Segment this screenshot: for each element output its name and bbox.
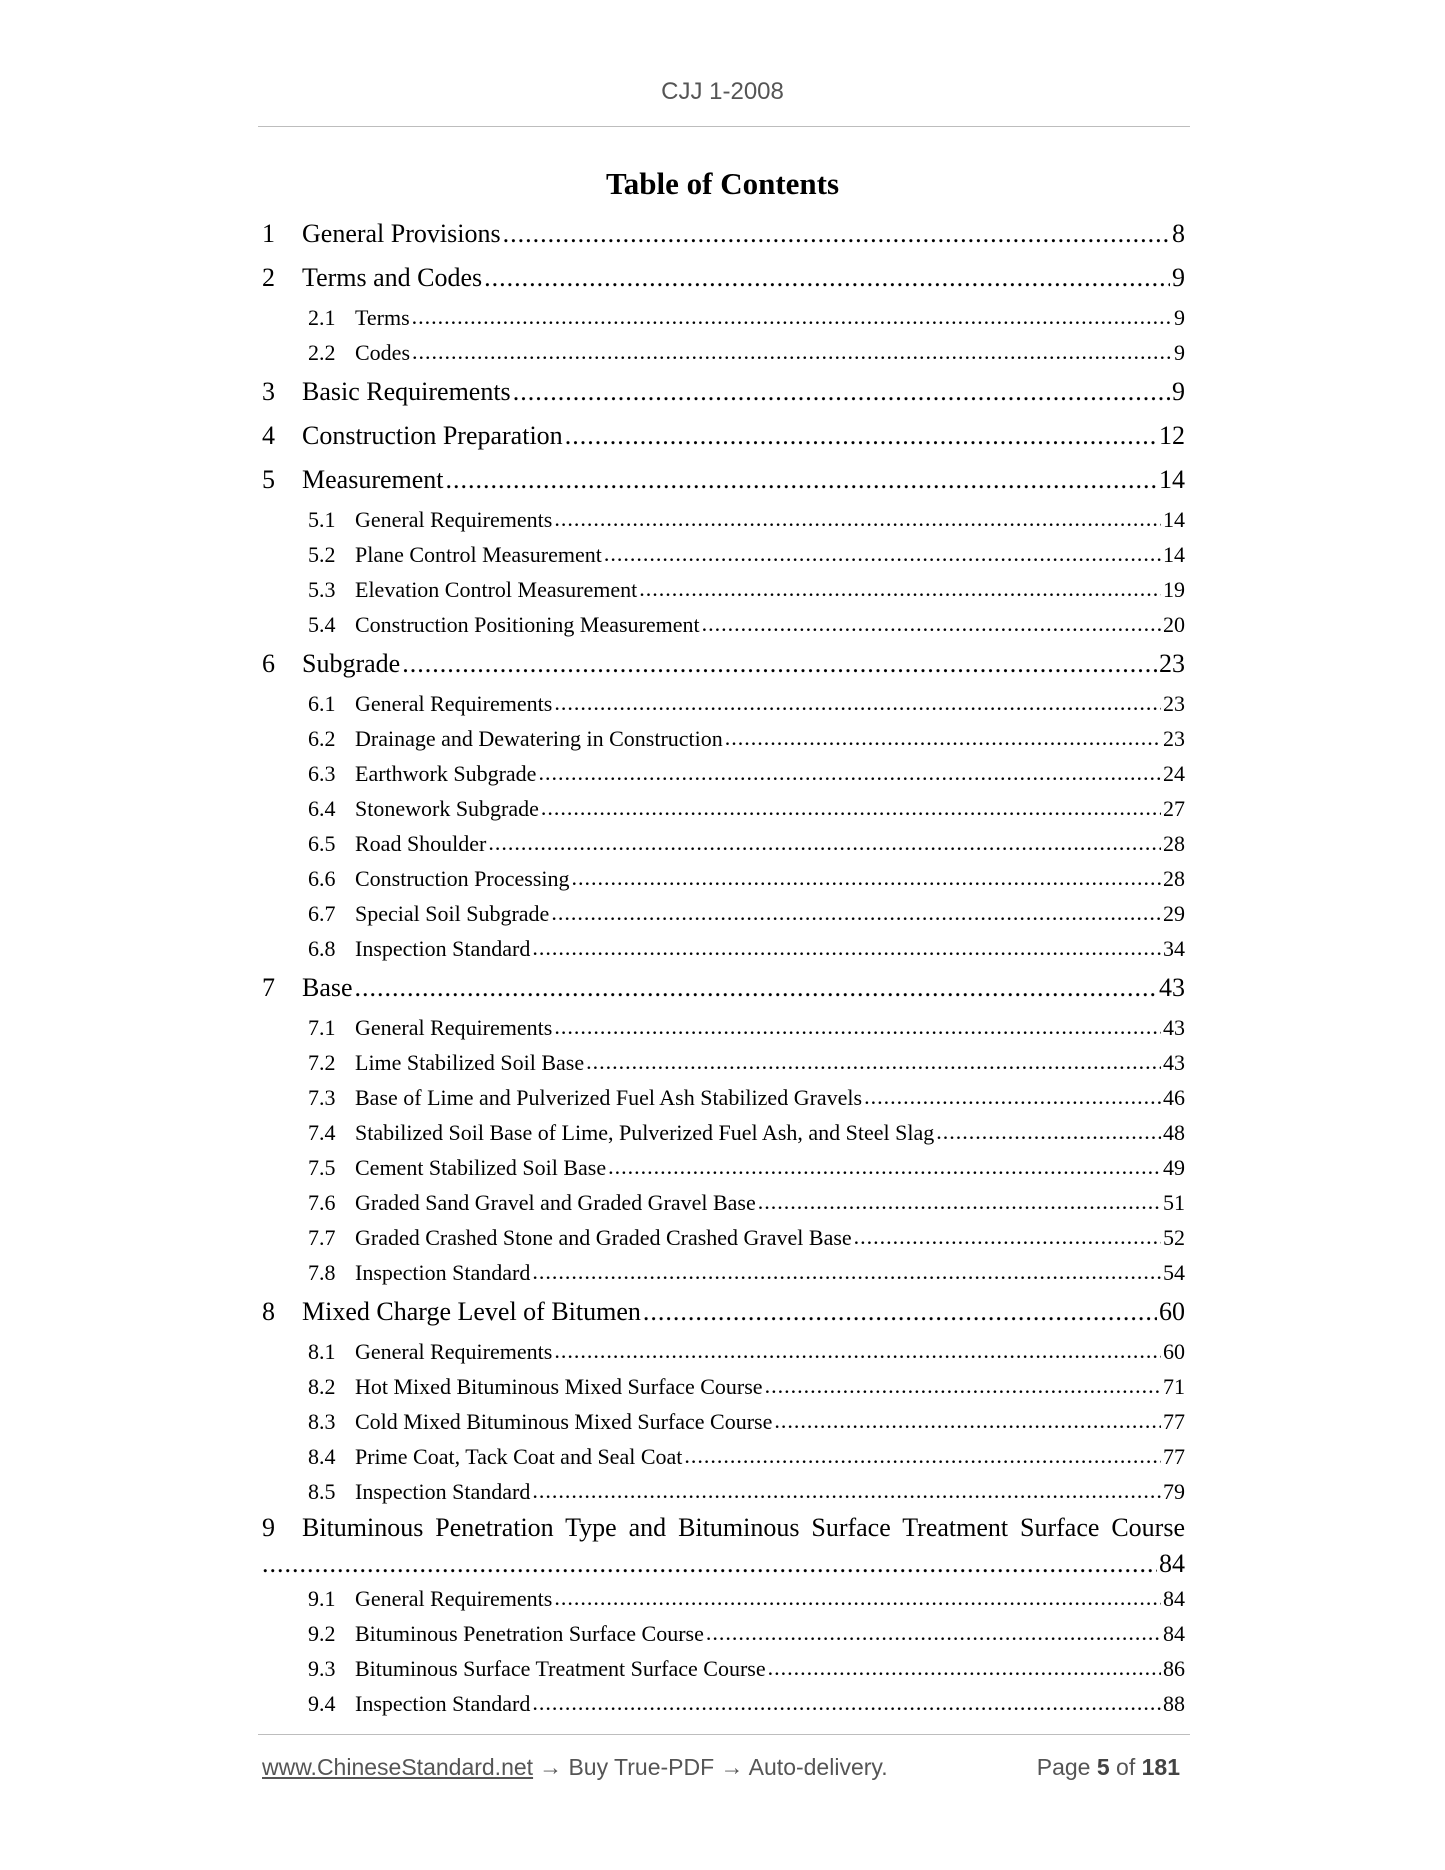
toc-entry-number: 6.3 xyxy=(308,760,336,786)
toc-entry-page: 12 xyxy=(1159,421,1185,450)
toc-entry[interactable] xyxy=(262,212,1185,256)
toc-dot-leader xyxy=(446,466,1157,495)
toc-entry-page: 43 xyxy=(1163,1049,1185,1075)
toc-subentry[interactable] xyxy=(262,1185,1185,1220)
toc-entry[interactable] xyxy=(262,966,1185,1010)
toc-subentry[interactable] xyxy=(262,1686,1185,1721)
toc-entry-number: 7.1 xyxy=(308,1014,336,1040)
toc-dot-leader xyxy=(262,1550,1157,1579)
page-of-label: of xyxy=(1116,1754,1136,1780)
toc-entry-number: 5 xyxy=(262,465,275,494)
toc-dot-leader xyxy=(572,866,1162,890)
toc-dot-leader xyxy=(484,264,1170,293)
toc-dot-leader xyxy=(586,1050,1161,1074)
toc-dot-leader xyxy=(758,1190,1161,1214)
toc-subentry[interactable] xyxy=(262,1010,1185,1045)
toc-entry-title: Cold Mixed Bituminous Mixed Surface Course xyxy=(355,1408,773,1434)
buy-pdf-link[interactable]: → Buy True-PDF → Auto-delivery. xyxy=(539,1754,888,1780)
toc-dot-leader xyxy=(554,691,1161,715)
toc-dot-leader xyxy=(702,612,1161,636)
toc-entry-page: 9 xyxy=(1172,263,1185,292)
toc-entry-page: 14 xyxy=(1159,465,1185,494)
toc-dot-leader xyxy=(412,340,1172,364)
toc-subentry[interactable] xyxy=(262,1369,1185,1404)
toc-dot-leader xyxy=(503,220,1170,249)
toc-subentry[interactable] xyxy=(262,1439,1185,1474)
toc-subentry[interactable] xyxy=(262,1045,1185,1080)
toc-entry-number: 6.7 xyxy=(308,900,336,926)
toc-subentry[interactable] xyxy=(262,1115,1185,1150)
toc-entry-title: Measurement xyxy=(302,465,444,494)
toc-dot-leader xyxy=(565,422,1157,451)
toc-entry-9[interactable] xyxy=(262,1509,1185,1581)
toc-entry-page: 86 xyxy=(1163,1655,1185,1681)
toc-dot-leader xyxy=(604,542,1161,566)
toc-entry-page: 60 xyxy=(1163,1338,1185,1364)
toc-entry-number: 8.4 xyxy=(308,1443,336,1469)
toc-entry-title: Stabilized Soil Base of Lime, Pulverized Fuel Ash, and Steel Slag xyxy=(355,1119,935,1145)
toc-entry-title: Base of Lime and Pulverized Fuel Ash Stabilized Gravels xyxy=(355,1084,863,1110)
toc-entry-title: Special Soil Subgrade xyxy=(355,900,550,926)
toc-entry-number: 5.1 xyxy=(308,506,336,532)
toc-dot-leader xyxy=(854,1225,1161,1249)
toc-entry-number: 6.8 xyxy=(308,935,336,961)
toc-entry-title: Drainage and Dewatering in Construction xyxy=(355,725,723,751)
toc-entry-title: Inspection Standard xyxy=(355,1690,531,1716)
toc-dot-leader xyxy=(765,1374,1161,1398)
toc-entry-title: General Requirements xyxy=(355,1585,553,1611)
toc-entry-number: 7.8 xyxy=(308,1259,336,1285)
toc-dot-leader xyxy=(538,761,1161,785)
toc-entry[interactable] xyxy=(262,370,1185,414)
toc-dot-leader xyxy=(643,1298,1157,1327)
toc-entry[interactable] xyxy=(262,414,1185,458)
toc-entry-number: 1 xyxy=(262,219,275,248)
toc-dot-leader xyxy=(706,1621,1161,1645)
toc-entry-title: Road Shoulder xyxy=(355,830,487,856)
toc-entry-page: 84 xyxy=(1163,1585,1185,1611)
toc-entry-number: 6.6 xyxy=(308,865,336,891)
toc-entry-number: 8.2 xyxy=(308,1373,336,1399)
toc-entry[interactable] xyxy=(262,642,1185,686)
toc-subentry[interactable] xyxy=(262,896,1185,931)
toc-entry-page: 46 xyxy=(1163,1084,1185,1110)
toc-entry-number: 9.1 xyxy=(308,1585,336,1611)
toc-subentry[interactable] xyxy=(262,502,1185,537)
toc-entry-page: 71 xyxy=(1163,1373,1185,1399)
toc-entry-title: Elevation Control Measurement xyxy=(355,576,638,602)
toc-entry-title: General Requirements xyxy=(355,506,553,532)
toc-entry-number: 6 xyxy=(262,649,275,678)
toc-entry-number: 7.5 xyxy=(308,1154,336,1180)
toc-dot-leader xyxy=(551,901,1161,925)
toc-subentry[interactable] xyxy=(262,756,1185,791)
toc-dot-leader xyxy=(639,577,1161,601)
toc-entry-page: 28 xyxy=(1163,865,1185,891)
toc-dot-leader xyxy=(554,507,1161,531)
toc-entry-title: Construction Preparation xyxy=(302,421,563,450)
toc-entry-page: 14 xyxy=(1163,541,1185,567)
toc-subentry[interactable] xyxy=(262,1255,1185,1290)
toc-entry-number: 5.3 xyxy=(308,576,336,602)
toc-subentry[interactable] xyxy=(262,791,1185,826)
toc-entry-page: 54 xyxy=(1163,1259,1185,1285)
toc-entry-page: 43 xyxy=(1159,973,1185,1002)
toc-entry-number: 2.2 xyxy=(308,339,336,365)
toc-entry[interactable] xyxy=(262,1290,1185,1334)
toc-entry-number: 6.1 xyxy=(308,690,336,716)
toc-entry-page: 19 xyxy=(1163,576,1185,602)
toc-dot-leader xyxy=(608,1155,1161,1179)
toc-entry-page: 29 xyxy=(1163,900,1185,926)
toc-entry-page: 23 xyxy=(1163,690,1185,716)
toc-entry-page: 49 xyxy=(1163,1154,1185,1180)
toc-entry-page: 27 xyxy=(1163,795,1185,821)
toc-entry-number: 5.4 xyxy=(308,611,336,637)
toc-subentry[interactable] xyxy=(262,1474,1185,1509)
toc-title: Table of Contents xyxy=(605,166,840,201)
toc-subentry[interactable] xyxy=(262,721,1185,756)
toc-entry-title: General Provisions xyxy=(302,219,501,248)
toc-dot-leader xyxy=(725,726,1161,750)
toc-entry-number: 9.2 xyxy=(308,1620,336,1646)
toc-entry-title: Cement Stabilized Soil Base xyxy=(355,1154,607,1180)
toc-entry[interactable] xyxy=(262,256,1185,300)
toc-entry-number: 7.3 xyxy=(308,1084,336,1110)
toc-entry-title: Bituminous Penetration Type and Bituminous Surface Treatment Surface Course xyxy=(302,1513,1185,1542)
toc-entry-page: 9 xyxy=(1172,377,1185,406)
toc-subentry[interactable] xyxy=(262,1334,1185,1369)
toc-entry-page: 79 xyxy=(1163,1478,1185,1504)
toc-subentry[interactable] xyxy=(262,1404,1185,1439)
toc-entry-title: Subgrade xyxy=(302,649,401,678)
toc-entry-page: 88 xyxy=(1163,1690,1185,1716)
toc-dot-leader xyxy=(864,1085,1161,1109)
toc-dot-leader xyxy=(532,936,1161,960)
document-code-header: CJJ 1-2008 xyxy=(661,78,784,105)
toc-entry-title: Codes xyxy=(355,339,410,365)
toc-entry-title: Inspection Standard xyxy=(355,935,531,961)
toc-entry-page: 23 xyxy=(1159,649,1185,678)
toc-entry-page: 43 xyxy=(1163,1014,1185,1040)
page-indicator xyxy=(1037,1754,1180,1781)
toc-dot-leader xyxy=(532,1260,1161,1284)
toc-entry-page: 34 xyxy=(1163,935,1185,961)
toc-entry-page: 24 xyxy=(1163,760,1185,786)
toc-dot-leader xyxy=(513,378,1170,407)
toc-entry-number: 2.1 xyxy=(308,304,336,330)
toc-entry-page: 60 xyxy=(1159,1297,1185,1326)
toc-entry-page: 52 xyxy=(1163,1224,1185,1250)
toc-entry-page: 23 xyxy=(1163,725,1185,751)
toc-entry-number: 8.5 xyxy=(308,1478,336,1504)
toc-dot-leader xyxy=(768,1656,1161,1680)
toc-entry-page: 77 xyxy=(1163,1443,1185,1469)
toc-entry-title: General Requirements xyxy=(355,690,553,716)
table-of-contents xyxy=(262,212,1185,1721)
toc-subentry[interactable] xyxy=(262,1080,1185,1115)
toc-subentry[interactable] xyxy=(262,607,1185,642)
toc-dot-leader xyxy=(488,831,1161,855)
toc-entry-title: Plane Control Measurement xyxy=(355,541,602,567)
toc-entry-page: 8 xyxy=(1172,219,1185,248)
footer-rule xyxy=(258,1734,1190,1735)
toc-entry-number: 7.2 xyxy=(308,1049,336,1075)
toc-entry-title: Stonework Subgrade xyxy=(355,795,539,821)
toc-dot-leader xyxy=(774,1409,1161,1433)
toc-entry-page: 84 xyxy=(1159,1549,1185,1578)
toc-entry-title: Construction Positioning Measurement xyxy=(355,611,700,637)
toc-dot-leader xyxy=(532,1691,1161,1715)
toc-entry-page: 14 xyxy=(1163,506,1185,532)
toc-dot-leader xyxy=(554,1015,1161,1039)
header-rule xyxy=(258,126,1190,127)
page-footer xyxy=(262,1754,1180,1781)
toc-dot-leader xyxy=(554,1586,1161,1610)
toc-entry-title: Construction Processing xyxy=(355,865,570,891)
toc-entry-title: Lime Stabilized Soil Base xyxy=(355,1049,585,1075)
toc-entry-title: Basic Requirements xyxy=(302,377,511,406)
toc-entry-title: Earthwork Subgrade xyxy=(355,760,537,786)
toc-entry-title: Graded Sand Gravel and Graded Gravel Base xyxy=(355,1189,756,1215)
toc-subentry[interactable] xyxy=(262,335,1185,370)
toc-entry-number: 7.6 xyxy=(308,1189,336,1215)
toc-subentry[interactable] xyxy=(262,1220,1185,1255)
toc-dot-leader xyxy=(412,305,1172,329)
toc-entry-page: 51 xyxy=(1163,1189,1185,1215)
toc-dot-leader xyxy=(532,1479,1161,1503)
toc-subentry[interactable] xyxy=(262,826,1185,861)
toc-entry-number: 5.2 xyxy=(308,541,336,567)
current-page-number: 5 xyxy=(1096,1754,1110,1780)
toc-dot-leader xyxy=(402,650,1157,679)
toc-entry-title: General Requirements xyxy=(355,1338,553,1364)
toc-entry-title: Terms and Codes xyxy=(302,263,483,292)
toc-entry-number: 4 xyxy=(262,421,275,450)
toc-entry-title: Prime Coat, Tack Coat and Seal Coat xyxy=(355,1443,683,1469)
toc-entry[interactable] xyxy=(262,458,1185,502)
toc-entry-page: 20 xyxy=(1163,611,1185,637)
toc-entry-title: Bituminous Penetration Surface Course xyxy=(355,1620,704,1646)
toc-entry-number: 2 xyxy=(262,263,275,292)
toc-entry-number: 7 xyxy=(262,973,275,1002)
toc-entry-number: 6.2 xyxy=(308,725,336,751)
toc-entry-number: 8.3 xyxy=(308,1408,336,1434)
toc-dot-leader xyxy=(684,1444,1161,1468)
toc-entry-page: 9 xyxy=(1174,304,1185,330)
toc-entry-title: Mixed Charge Level of Bitumen xyxy=(302,1297,641,1326)
toc-subentry[interactable] xyxy=(262,1651,1185,1686)
toc-subentry[interactable] xyxy=(262,572,1185,607)
page-label: Page xyxy=(1036,1754,1091,1780)
toc-entry-number: 6.4 xyxy=(308,795,336,821)
website-link[interactable]: www.ChineseStandard.net xyxy=(262,1754,534,1780)
toc-entry-title: General Requirements xyxy=(355,1014,553,1040)
total-pages: 181 xyxy=(1141,1754,1180,1780)
toc-subentry[interactable] xyxy=(262,537,1185,572)
toc-dot-leader xyxy=(936,1120,1161,1144)
toc-entry-number: 7.4 xyxy=(308,1119,336,1145)
toc-entry-number: 9.3 xyxy=(308,1655,336,1681)
toc-entry-title: Inspection Standard xyxy=(355,1259,531,1285)
toc-entry-number: 3 xyxy=(262,377,275,406)
toc-dot-leader xyxy=(541,796,1161,820)
toc-subentry[interactable] xyxy=(262,300,1185,335)
toc-entry-number: 6.5 xyxy=(308,830,336,856)
toc-entry-number: 7.7 xyxy=(308,1224,336,1250)
toc-subentry[interactable] xyxy=(262,1581,1185,1616)
toc-entry-page: 77 xyxy=(1163,1408,1185,1434)
toc-entry-number: 8.1 xyxy=(308,1338,336,1364)
toc-entry-title: Base xyxy=(302,973,353,1002)
toc-entry-number: 8 xyxy=(262,1297,275,1326)
toc-entry-number: 9.4 xyxy=(308,1690,336,1716)
toc-dot-leader xyxy=(355,974,1157,1003)
toc-subentry[interactable] xyxy=(262,931,1185,966)
toc-entry-title: Graded Crashed Stone and Graded Crashed Gravel Base xyxy=(355,1224,852,1250)
toc-entry-page: 9 xyxy=(1174,339,1185,365)
toc-entry-page: 84 xyxy=(1163,1620,1185,1646)
toc-subentry[interactable] xyxy=(262,1150,1185,1185)
toc-entry-page: 28 xyxy=(1163,830,1185,856)
toc-entry-title: Hot Mixed Bituminous Mixed Surface Course xyxy=(355,1373,763,1399)
toc-entry-number: 9 xyxy=(262,1513,275,1542)
toc-entry-title: Bituminous Surface Treatment Surface Course xyxy=(355,1655,766,1681)
toc-subentry[interactable] xyxy=(262,861,1185,896)
toc-entry-title: Terms xyxy=(355,304,410,330)
toc-subentry[interactable] xyxy=(262,1616,1185,1651)
toc-subentry[interactable] xyxy=(262,686,1185,721)
toc-entry-title: Inspection Standard xyxy=(355,1478,531,1504)
toc-dot-leader xyxy=(554,1339,1161,1363)
toc-entry-page: 48 xyxy=(1163,1119,1185,1145)
